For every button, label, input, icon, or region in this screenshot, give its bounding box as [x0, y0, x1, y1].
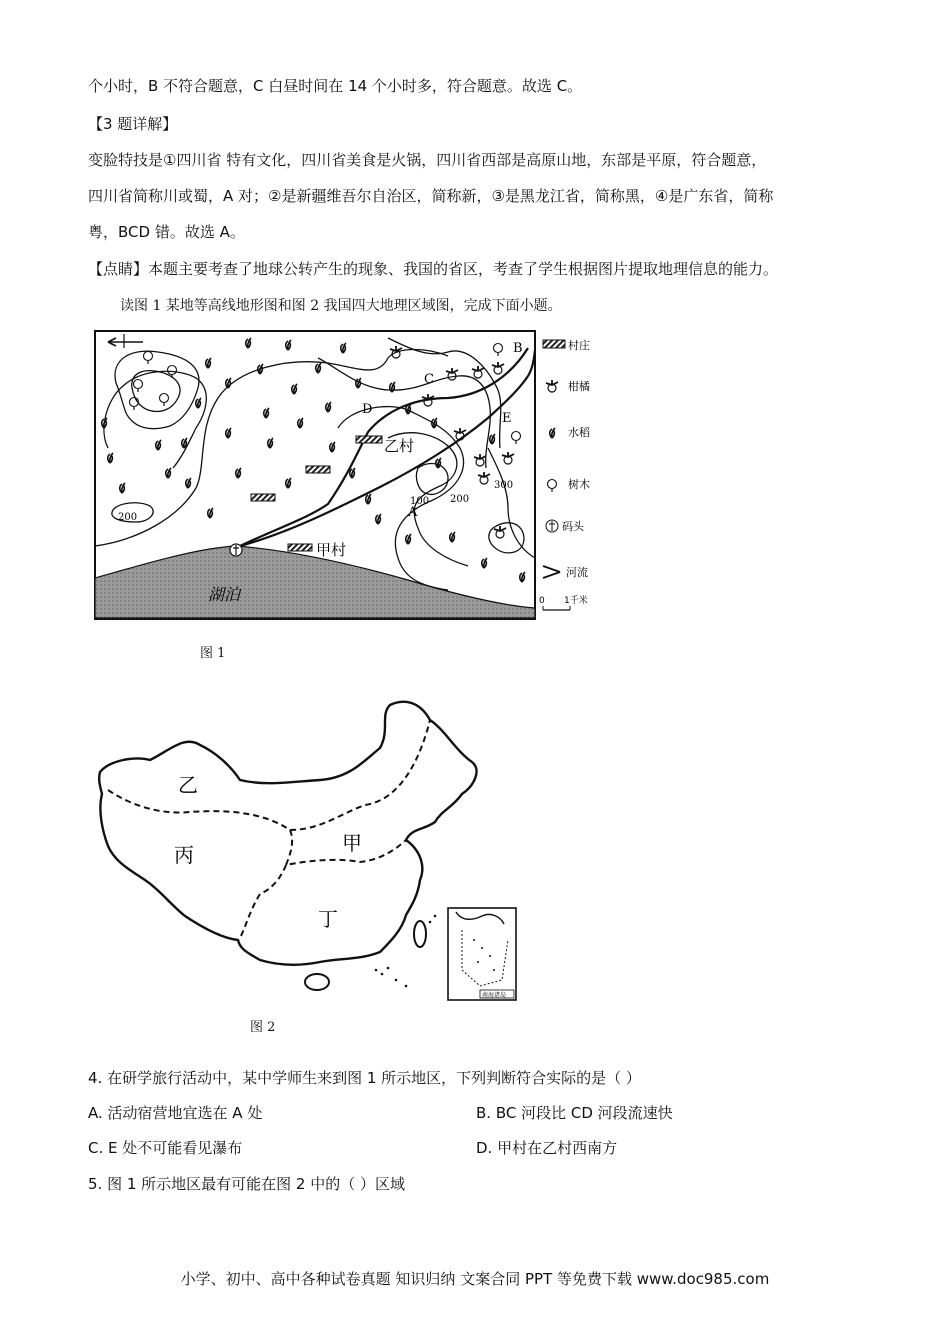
legend-label: 树木 [568, 478, 590, 491]
point-c-label: C [424, 372, 434, 387]
option-4b: B. BC 河段比 CD 河段流速快 [476, 1104, 673, 1122]
map-legend [539, 338, 590, 610]
scale-zero-label: 0 [539, 596, 545, 606]
contour-label: 100 [410, 496, 430, 507]
region-label-jia: 甲 [342, 831, 362, 855]
contour-label: 300 [494, 480, 514, 491]
scale-label: 1千米 [564, 596, 588, 606]
question-5: 5. 图 1 所示地区最有可能在图 2 中的（ ）区域 [88, 1175, 406, 1193]
point-b-label: B [513, 341, 523, 356]
legend-label: 柑橘 [568, 380, 590, 393]
south-china-sea-inset [448, 908, 516, 1000]
tip-text-line: 【点睛】本题主要考查了地球公转产生的现象、我国的省区，考查了学生根据图片提取地理信息的能力。 [88, 260, 779, 278]
wharf-icon [546, 520, 558, 532]
village-yi-label: 乙村 [384, 437, 415, 455]
village-icon [288, 544, 312, 551]
region-label-ding: 丁 [318, 907, 338, 931]
taiwan-island [414, 921, 426, 947]
contour-label: 200 [450, 494, 470, 505]
figure2-caption: 图 2 [250, 1020, 276, 1035]
point-a-label: A [408, 505, 418, 520]
china-regions-map [90, 690, 530, 1005]
citrus-icon [546, 380, 558, 392]
wharf-icon [230, 544, 242, 556]
inset-label: 南海诸岛 [482, 992, 507, 999]
figure1-caption: 图 1 [200, 646, 226, 661]
tree-icon [548, 480, 557, 493]
legend-label: 村庄 [568, 339, 590, 352]
village-icon [251, 494, 275, 501]
answer-text-line: 个小时，B 不符合题意，C 白昼时间在 14 个小时多，符合题意。故选 C。 [88, 77, 583, 95]
question-4: 4. 在研学旅行活动中，某中学师生来到图 1 所示地区，下列判断符合实际的是（ ） [88, 1069, 641, 1087]
hainan-island [305, 974, 329, 990]
instruction-text: 读图 1 某地等高线地形图和图 2 我国四大地理区域图，完成下面小题。 [120, 298, 562, 314]
legend-label: 水稻 [568, 426, 590, 439]
village-icon [306, 466, 330, 473]
page-footer: 小学、初中、高中各种试卷真题 知识归纳 文案合同 PPT 等免费下载 www.doc985.com [180, 1270, 770, 1288]
village-icon [356, 436, 382, 443]
answer-text-line: 粤，BCD 错。故选 A。 [88, 223, 245, 241]
option-4d: D. 甲村在乙村西南方 [476, 1139, 618, 1157]
region-label-yi: 乙 [178, 773, 198, 797]
contour-map-figure [88, 328, 628, 628]
answer-text-line: 变脸特技是①四川省 特有文化，四川省美食是火锅，四川省西部是高原山地，东部是平原，符合题意， [88, 151, 767, 169]
section-heading: 【3 题详解】 [88, 115, 178, 133]
lake-label: 湖泊 [208, 585, 241, 604]
point-e-label: E [502, 411, 512, 426]
river-icon [543, 566, 560, 578]
contour-label: 200 [118, 512, 138, 523]
point-d-label: D [362, 402, 373, 417]
region-label-bing: 丙 [174, 843, 194, 867]
village-icon [543, 340, 565, 348]
option-4c: C. E 处不可能看见瀑布 [88, 1139, 243, 1157]
village-jia-label: 甲村 [316, 541, 347, 559]
rice-icon [550, 428, 555, 438]
legend-label: 码头 [562, 520, 584, 533]
legend-label: 河流 [566, 566, 588, 579]
option-4a: A. 活动宿营地宜选在 A 处 [88, 1104, 263, 1122]
answer-text-line: 四川省简称川或蜀，A 对；②是新疆维吾尔自治区，简称新，③是黑龙江省，简称黑，④是广东省，简称 [88, 187, 774, 205]
